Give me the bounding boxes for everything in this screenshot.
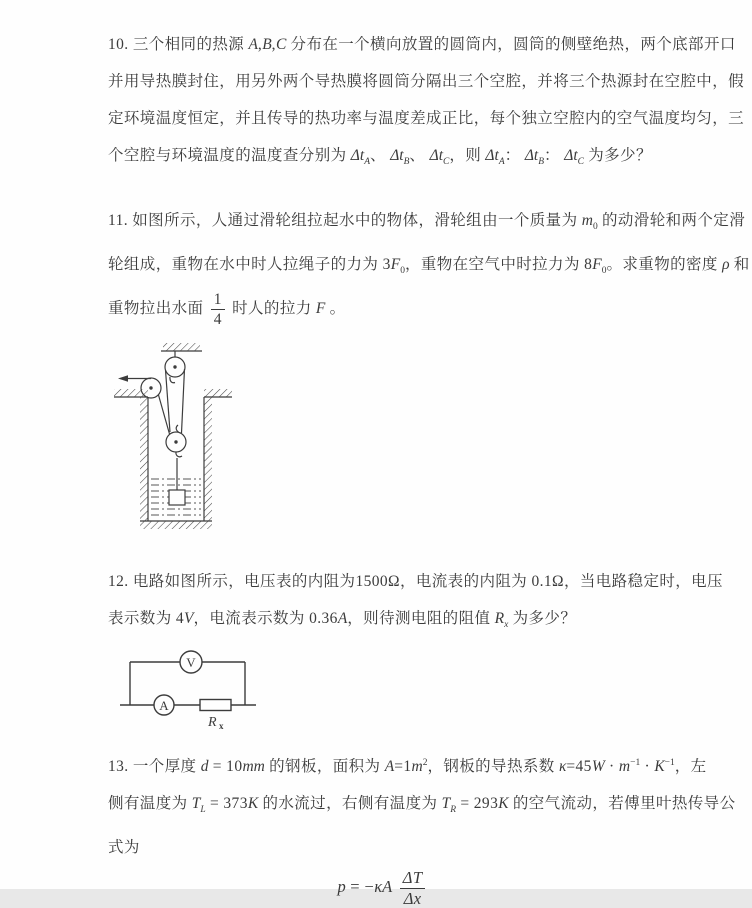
pulley-system-diagram bbox=[106, 340, 296, 552]
problem-12 bbox=[108, 563, 723, 731]
pull-direction-arrow-icon bbox=[118, 375, 128, 382]
pit-bottom bbox=[140, 521, 212, 529]
voltmeter-label: V bbox=[186, 654, 196, 670]
resistor-body bbox=[200, 699, 231, 710]
problem-10 bbox=[108, 26, 745, 181]
text-line: 11. 如图所示，人通过滑轮组拉起水中的物体，滑轮组由一个质量为 $m_0$ 的动滑轮和两个定滑 bbox=[108, 212, 746, 232]
text-line: 式为 bbox=[108, 838, 140, 856]
text-line: 并用导热膜封住，用另外两个导热膜将圆筒分隔出三个空腔，并将三个热源封在空腔中，假 bbox=[108, 73, 745, 90]
text-line: 12. 电路如图所示，电压表的内阻为1500Ω，电流表的内阻为 0.1Ω，当电路稳定时，电压 bbox=[108, 572, 723, 590]
submerged-block bbox=[169, 490, 185, 505]
hook-icon bbox=[176, 452, 182, 457]
resistor-label: R bbox=[208, 714, 217, 730]
problem-10-text bbox=[108, 26, 745, 181]
fraction: $\frac{\Delta T}{\Delta x}$ bbox=[400, 869, 426, 908]
text-line: 侧有温度为 $T_L = 373K$ 的水流过，右侧有温度为 $T_R = 293K$ 的空气流动，若傅里叶热传导公 bbox=[108, 794, 736, 815]
text-line: 表示数为 4V，电流表示数为 0.36A，则待测电阻的阻值 $R_x$ 为多少？ bbox=[108, 609, 577, 630]
pit-wall-right bbox=[204, 397, 212, 521]
problem-12-text bbox=[108, 563, 723, 644]
ammeter-label: A bbox=[159, 697, 169, 713]
text-line: 轮组成，重物在水中时人拉绳子的力为 $3F_0$，重物在空气中时拉力为 $8F_0$。求重物的密度 ρ 和 bbox=[108, 256, 750, 276]
circuit-diagram bbox=[108, 646, 278, 731]
text-line: 定环境温度恒定，并且传导的热功率与温度差成正比，每个独立空腔内的空气温度均匀，三 bbox=[108, 110, 745, 127]
ground-right-hatch bbox=[204, 389, 232, 397]
problem-11 bbox=[108, 202, 750, 552]
text-line: p = −κA $\frac{\Delta T}{\Delta x}$ bbox=[108, 868, 658, 908]
text-line: 重物拉出水面 $\frac{1}{4}$ 时人的拉力 F 。 bbox=[108, 290, 346, 328]
fraction: $\frac{1}{4}$ bbox=[211, 291, 225, 328]
resistor-label-subscript: x bbox=[219, 720, 224, 731]
hook-icon bbox=[176, 425, 178, 432]
ceiling-hatch bbox=[163, 343, 200, 351]
problem-13-text bbox=[108, 745, 736, 866]
hook-icon bbox=[170, 377, 175, 383]
ground-left-hatch bbox=[114, 389, 148, 397]
text-line: 13. 一个厚度 d = 10mm 的钢板，面积为 $A=1m^2$，钢板的导热系数 $\kappa=45W \cdot m^{-1} \cdot K^{-1}$，左 bbox=[108, 757, 707, 775]
pit-wall-left bbox=[140, 397, 148, 521]
problem-13 bbox=[108, 745, 736, 908]
text-line: 10. 三个相同的热源 A,B,C 分布在一个横向放置的圆筒内，圆筒的侧壁绝热，两个底部开口 bbox=[108, 36, 736, 53]
fourier-formula bbox=[108, 868, 658, 908]
problem-11-text bbox=[108, 202, 750, 328]
text-line: 个空腔与环境温度的温度查分别为 $\Delta t_A$、 $\Delta t_B$、 $\Delta t_C$，则 $\Delta t_A$： $\Delta t_B$： $\Delta t_C$ 为多少？ bbox=[108, 147, 652, 167]
